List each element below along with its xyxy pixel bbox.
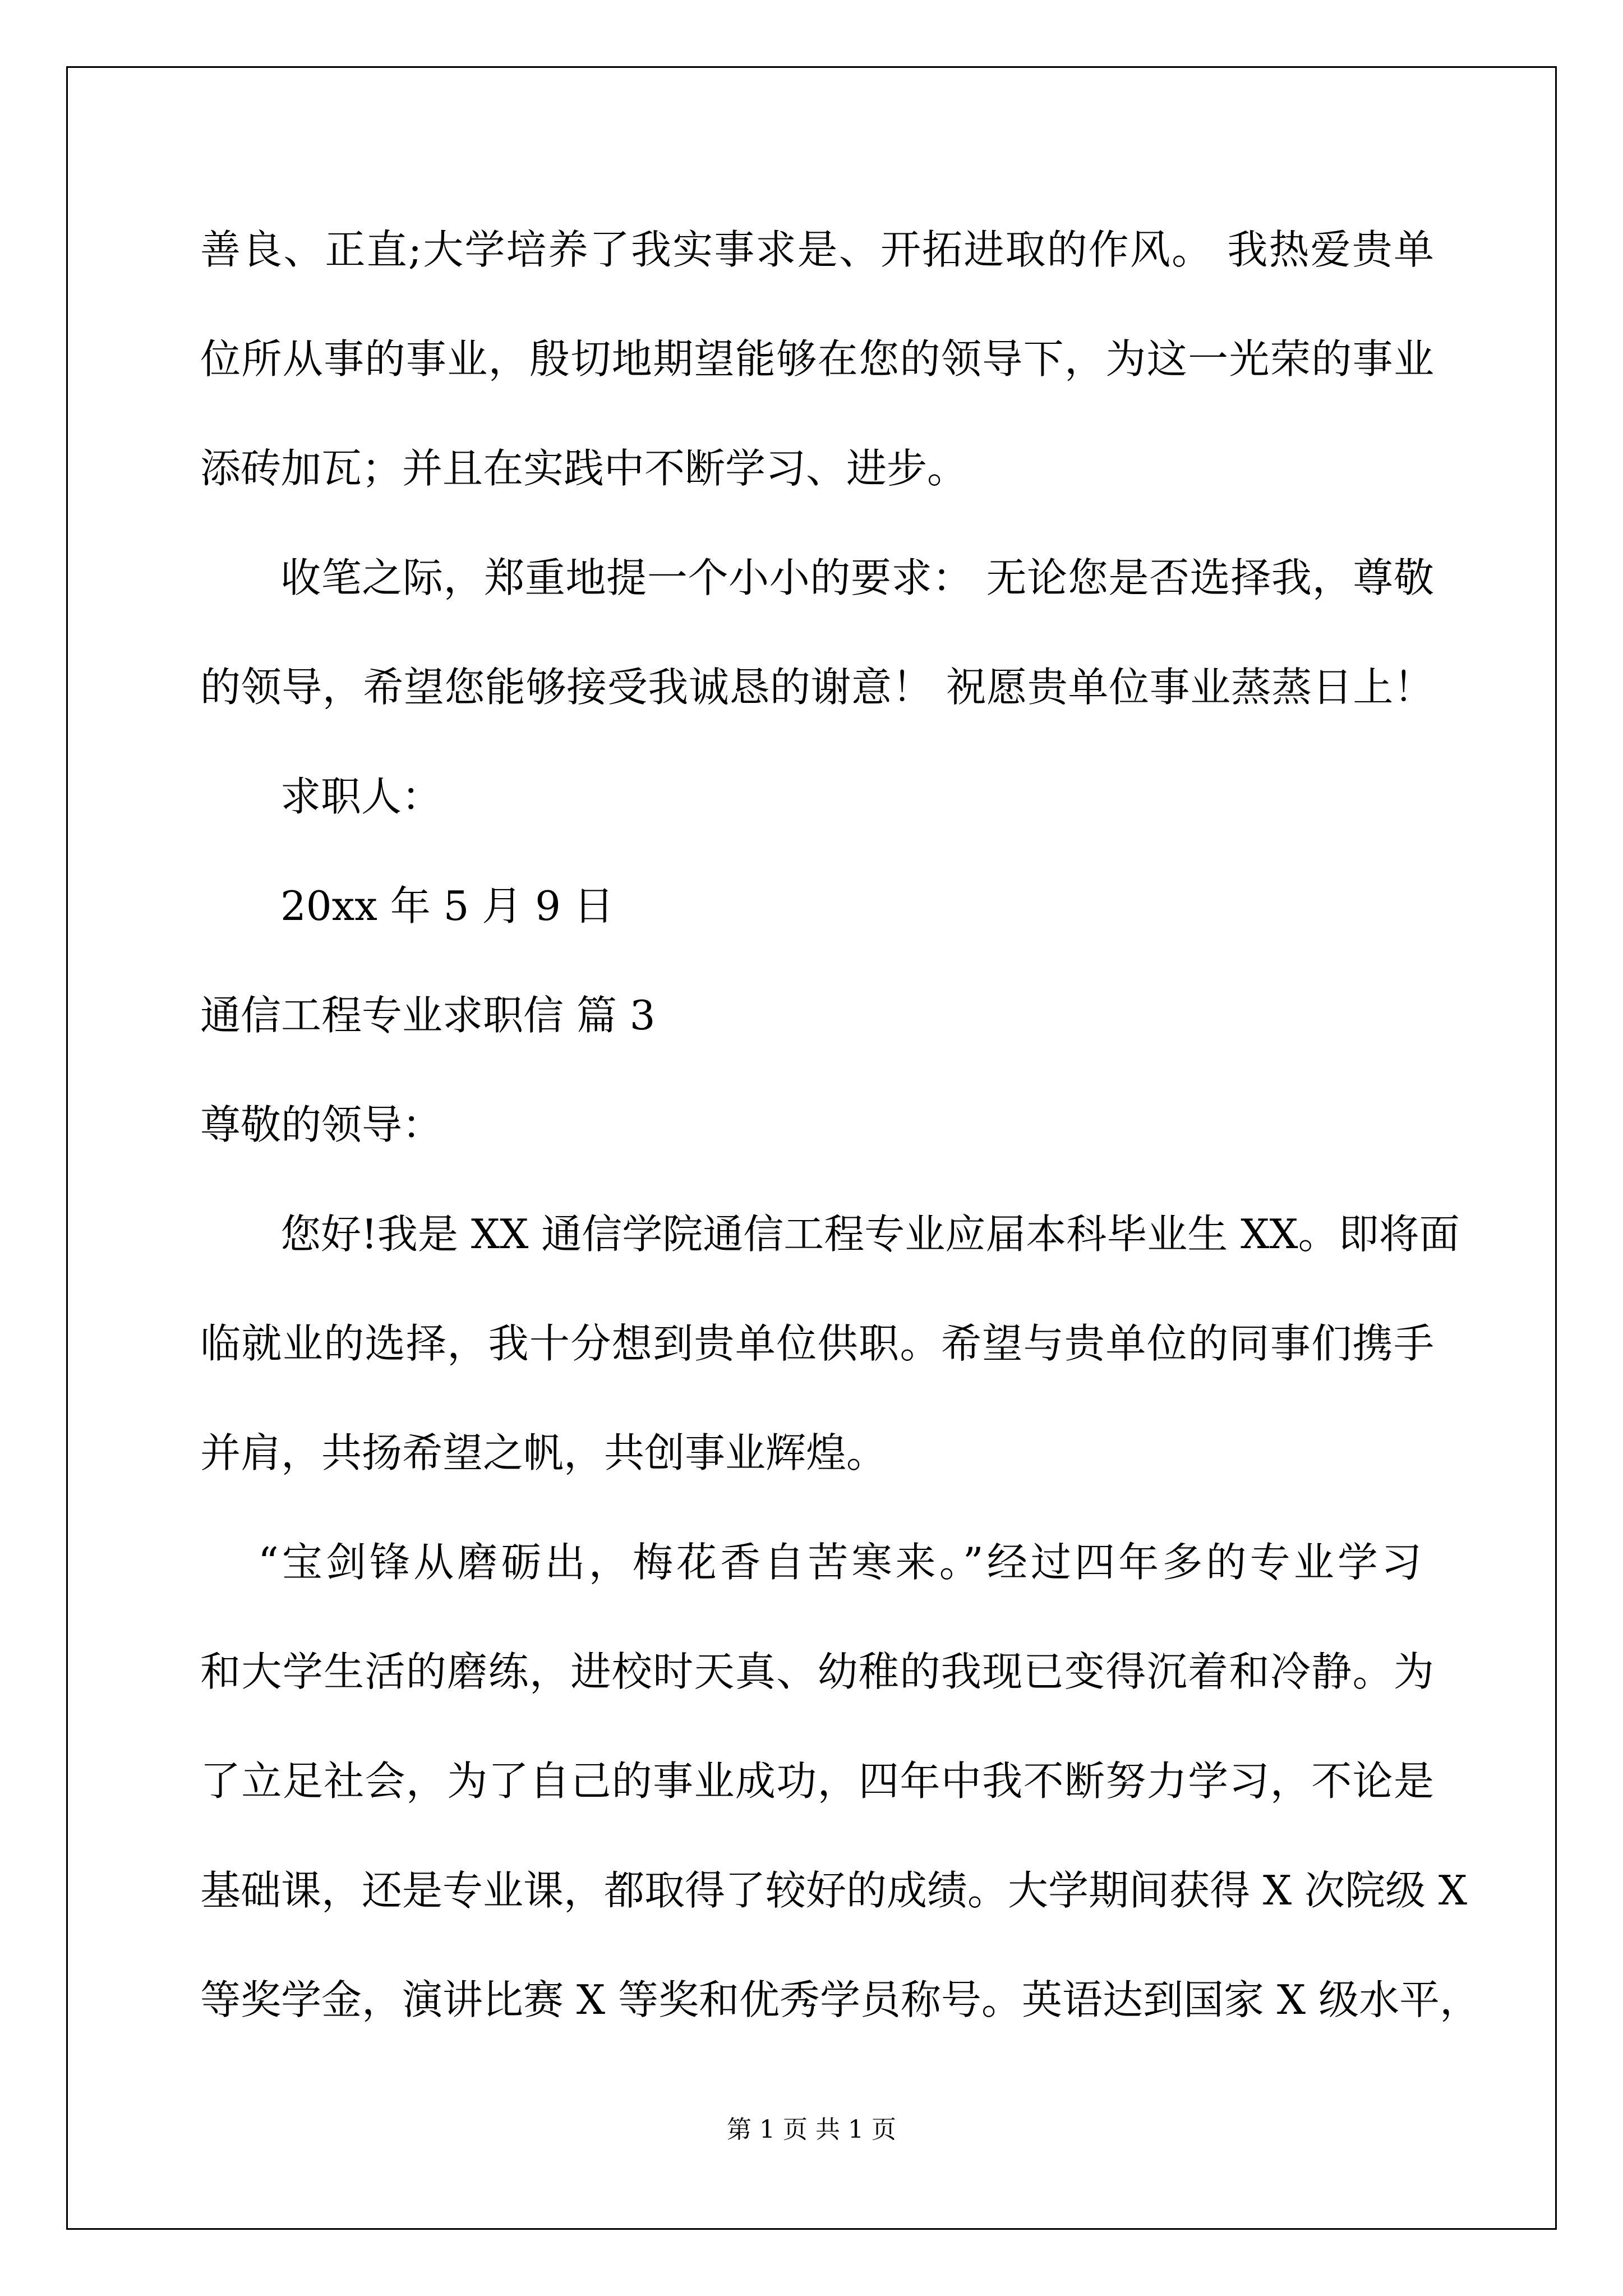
- salutation: 尊敬的领导：: [200, 1101, 443, 1148]
- signature-label: 求职人：: [280, 773, 442, 820]
- text-line: 并肩，共扬希望之帆，共创事业辉煌。: [200, 1429, 887, 1476]
- text-line: 的领导，希望您能够接受我诚恳的谢意！ 祝愿贵单位事业蒸蒸日上！: [200, 664, 1434, 711]
- text-line: 了立足社会，为了自己的事业成功，四年中我不断努力学习，不论是: [200, 1757, 1434, 1805]
- text-line: “宝剑锋从磨砺出，梅花香自苦寒来。”经过四年多的专业学习: [258, 1539, 1422, 1586]
- page-footer: 第 1 页 共 1 页: [727, 2115, 896, 2144]
- text-line: 临就业的选择，我十分想到贵单位供职。希望与贵单位的同事们携手: [200, 1320, 1434, 1367]
- text-line: 添砖加瓦；并且在实践中不断学习、进步。: [200, 445, 968, 492]
- text-line: 收笔之际，郑重地提一个小小的要求： 无论您是否选择我，尊敬: [280, 554, 1434, 601]
- text-line: 等奖学金，演讲比赛 X 等奖和优秀学员称号。英语达到国家 X 级水平，: [200, 1976, 1481, 2023]
- section-title: 通信工程专业求职信 篇 3: [200, 992, 656, 1039]
- text-line: 善良、正直;大学培养了我实事求是、开拓进取的作风。 我热爱贵单: [200, 226, 1434, 273]
- text-line: 您好!我是 XX 通信学院通信工程专业应届本科毕业生 XX。即将面: [280, 1211, 1460, 1258]
- text-line: 基础课，还是专业课，都取得了较好的成绩。大学期间获得 X 次院级 X: [200, 1867, 1468, 1914]
- text-line: 位所从事的事业，殷切地期望能够在您的领导下，为这一光荣的事业: [200, 335, 1434, 383]
- date-line: 20xx 年 5 月 9 日: [280, 882, 614, 930]
- text-line: 和大学生活的磨练，进校时天真、幼稚的我现已变得沉着和冷静。为: [200, 1648, 1434, 1695]
